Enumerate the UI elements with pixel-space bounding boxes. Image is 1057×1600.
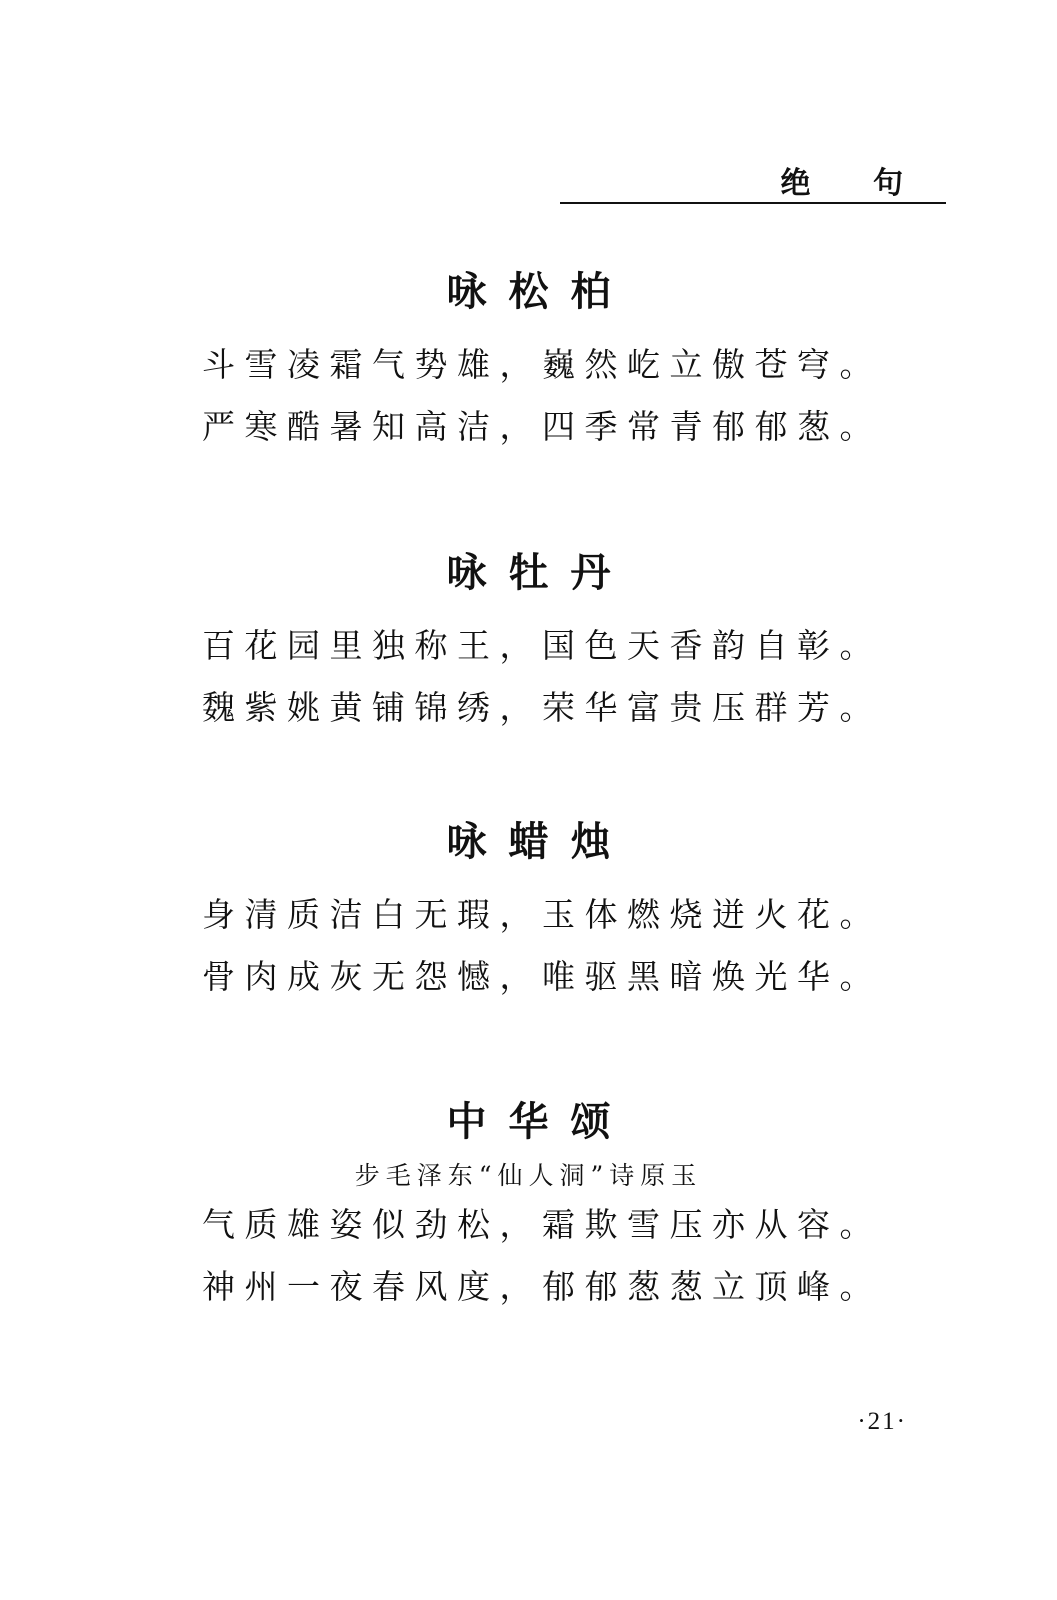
poem-line: 身清质洁白无瑕，玉体燃烧迸火花。 bbox=[202, 895, 882, 934]
poem-line: 严寒酷暑知高洁，四季常青郁郁葱。 bbox=[202, 407, 882, 446]
header-rule bbox=[560, 202, 946, 204]
poem-line: 神州一夜春风度，郁郁葱葱立顶峰。 bbox=[202, 1267, 882, 1306]
poem-line: 魏紫姚黄铺锦绣，荣华富贵压群芳。 bbox=[202, 688, 882, 727]
poem-subtitle: 步毛泽东“仙人洞”诗原玉 bbox=[354, 1161, 703, 1190]
poem-yong-songbai bbox=[0, 266, 1057, 458]
running-head: 绝 句 bbox=[780, 166, 929, 201]
poem-line: 骨肉成灰无怨憾，唯驱黑暗焕光华。 bbox=[202, 957, 882, 996]
poem-line: 气质雄姿似劲松，霜欺雪压亦从容。 bbox=[202, 1205, 882, 1244]
poem-yong-lazhu bbox=[0, 816, 1057, 1008]
poem-title: 咏松柏 bbox=[446, 268, 633, 315]
poem-yong-mudan bbox=[0, 547, 1057, 739]
poem-title: 咏牡丹 bbox=[446, 549, 633, 596]
poem-title: 中华颂 bbox=[446, 1098, 633, 1145]
page-number: ·21· bbox=[857, 1408, 907, 1435]
poem-line: 百花园里独称王，国色天香韵自彰。 bbox=[202, 626, 882, 665]
poem-zhonghua-song bbox=[0, 1096, 1057, 1318]
poem-title: 咏蜡烛 bbox=[446, 818, 633, 865]
poem-line: 斗雪凌霜气势雄，巍然屹立傲苍穹。 bbox=[202, 345, 882, 384]
